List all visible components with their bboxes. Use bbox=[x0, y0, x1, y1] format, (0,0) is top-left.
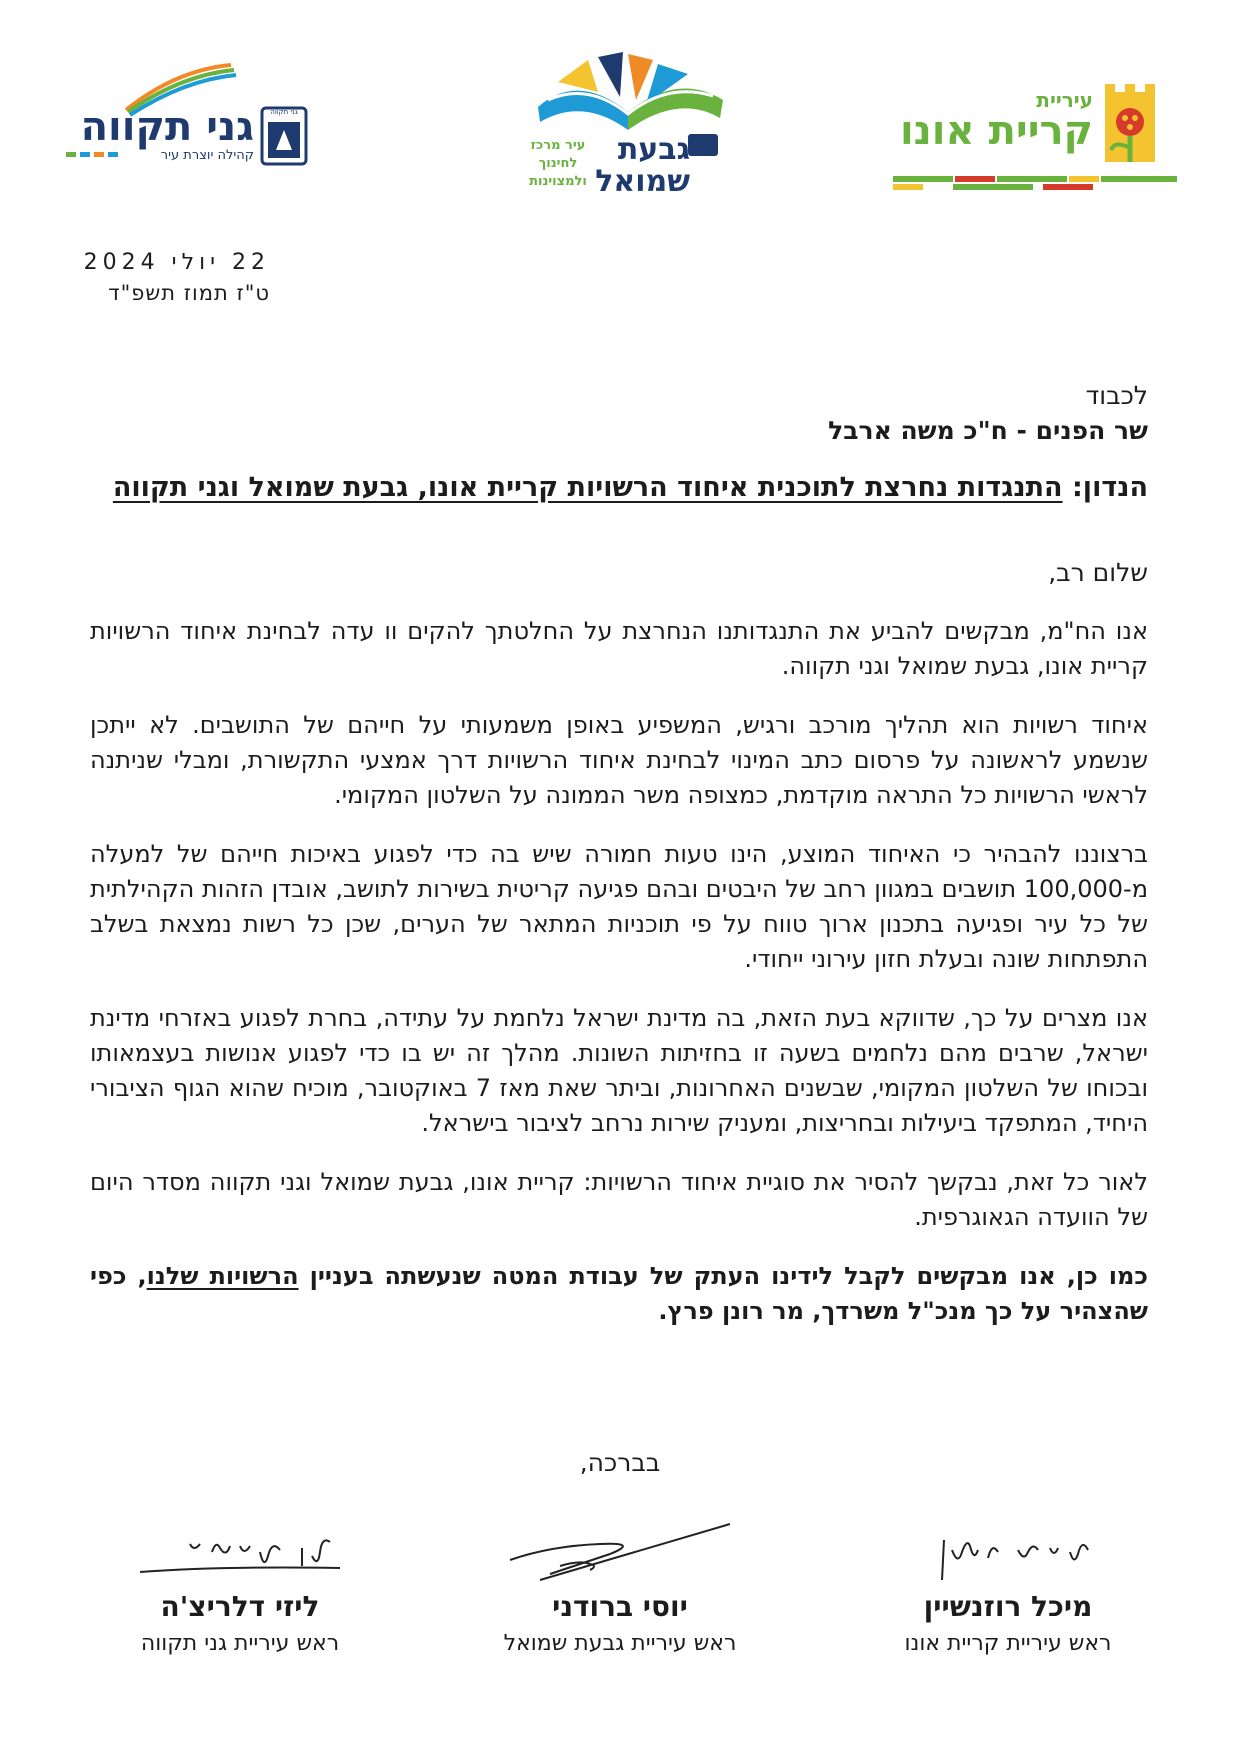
hebrew-date: ט"ז תמוז תשפ"ד bbox=[108, 281, 270, 305]
paragraph-6 bbox=[90, 1259, 1148, 1329]
addressee-label: לכבוד bbox=[1085, 381, 1148, 410]
givat-shmuel-tag1: עיר מרכז bbox=[530, 138, 586, 153]
addressee-name: שר הפנים - ח"כ משה ארבל bbox=[828, 416, 1148, 445]
givat-shmuel-line2: שמואל bbox=[595, 164, 690, 199]
paragraph-2: איחוד רשויות הוא תהליך מורכב ורגיש, המשפיע באופן משמעותי על חייהם של התושבים. לא ייתכן שנשמע לראשונה על פרסום כתב המינוי לבחינת איחוד הרשויות דרך אמצעי התקשורת, ומבלי שניתנה לראשי הרשויות כל התראה מוקדמת, כמצופה משר הממונה על השלטון המקומי. bbox=[90, 711, 1148, 809]
handwritten-signature-icon bbox=[908, 1520, 1108, 1590]
paragraph-3: ברצוננו להבהיר כי האיחוד המוצע, הינו טעות חמורה שיש בה כדי לפגוע באיכות חייהם של למעלה מ-100,000 תושבים במגוון רחב של היבטים ובהם פגיעה קריטית בשירות לתושב, אובדן הזהות הקהילתית של כל עיר ופגיעה בתכנון ארוך טווח על פי תוכניות המתאר של הערים, שכן כל רשות נמצאת בשלב התפתחות שונה ובעלת חזון עירוני ייחודי. bbox=[90, 840, 1148, 973]
signer-name: ליזי דלריצ'ה bbox=[160, 1590, 320, 1623]
gregorian-date: 22 יולי 2024 bbox=[83, 250, 270, 275]
date-block bbox=[80, 250, 270, 305]
givat-shmuel-line1: גבעת bbox=[617, 132, 690, 167]
signature-block-right bbox=[858, 1520, 1158, 1656]
paragraph-6-post: , כפי שהצהיר על כך מנכ"ל משרדך, מר רונן פרץ. bbox=[90, 1262, 1148, 1325]
paragraph-5: לאור כל זאת, נבקשך להסיר את סוגיית איחוד הרשויות: קריית אונו, גבעת שמואל וגני תקווה מסדר היום של הוועדה הגאוגרפית. bbox=[90, 1168, 1148, 1231]
paragraph-4: אנו מצרים על כך, שדווקא בעת הזאת, בה מדינת ישראל נלחמת על עתידה, בחרת לפגוע באזרחי מדינת ישראל, שרבים מהם נלחמים בשעה זו בחזיתות השונות. מהלך זה יש בו כדי לפגוע אנושות בעצמאותו ובכוחו של השלטון המקומי, שבשנים האחרונות, וביתר שאת מאז 7 באוקטובר, מוכיח שהוא הגוף הציבורי היחיד, המתפקד ביעילות ובחריצות, ומעניק שירות נרחב לציבור בישראל. bbox=[90, 1004, 1149, 1137]
kiryat-ono-logo bbox=[893, 82, 1178, 192]
signer-title: ראש עיריית גבעת שמואל bbox=[503, 1631, 737, 1656]
givat-shmuel-tag3: ולמצוינות bbox=[529, 174, 587, 189]
kiryat-ono-title: קריית אונו bbox=[899, 108, 1093, 154]
closing: בברכה, bbox=[579, 1448, 661, 1477]
letter-body bbox=[90, 378, 1148, 1329]
signer-name: יוסי ברודני bbox=[552, 1590, 688, 1623]
subject-line bbox=[90, 470, 1148, 505]
signature-block-center bbox=[470, 1520, 770, 1656]
signer-name: מיכל רוזנשיין bbox=[923, 1590, 1093, 1623]
paragraph-6-pre: כמו כן, אנו מבקשים לקבל לידינו העתק של עבודת המטה שנעשתה בעניין bbox=[298, 1262, 1148, 1290]
greeting: שלום רב, bbox=[1048, 558, 1148, 587]
subject-text: התנגדות נחרצת לתוכנית איחוד הרשויות קריית אונו, גבעת שמואל וגני תקווה bbox=[112, 472, 1063, 503]
givat-shmuel-tag2: לחינוך bbox=[538, 156, 578, 171]
ganei-tikva-title: גני תקווה bbox=[80, 104, 254, 150]
paragraph-6-underlined: הרשויות שלנו bbox=[146, 1262, 299, 1290]
handwritten-signature-icon bbox=[500, 1520, 740, 1590]
ganei-tikva-badge-label: גני תקווה bbox=[270, 108, 298, 116]
subject-label: הנדון: bbox=[1072, 472, 1148, 503]
kiryat-ono-small: עיריית bbox=[1036, 88, 1093, 112]
givat-shmuel-logo bbox=[528, 52, 738, 202]
paragraph-1: אנו הח"מ, מבקשים להביע את התנגדותנו הנחרצת על החלטתך להקים וו עדה לבחינת איחוד הרשויות קריית אונו, גבעת שמואל וגני תקווה. bbox=[90, 617, 1148, 680]
signature-block-left bbox=[90, 1520, 390, 1656]
signer-title: ראש עיריית קריית אונו bbox=[904, 1631, 1112, 1656]
handwritten-signature-icon bbox=[130, 1520, 350, 1590]
signer-title: ראש עיריית גני תקווה bbox=[140, 1631, 340, 1656]
ganei-tikva-logo bbox=[66, 60, 316, 170]
ganei-tikva-tagline: קהילה יוצרת עיר bbox=[160, 148, 254, 163]
